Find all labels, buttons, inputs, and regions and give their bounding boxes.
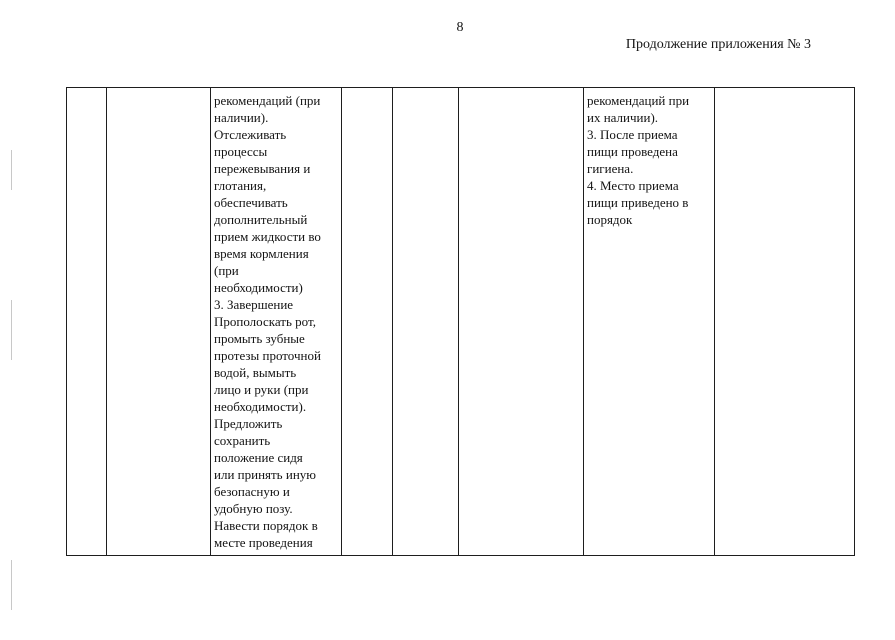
- text-line: сохранить: [214, 433, 271, 448]
- procedure-table: [66, 87, 855, 556]
- text-line: обеспечивать: [214, 195, 288, 210]
- text-line: прием жидкости во: [214, 229, 321, 244]
- page-number: 8: [456, 20, 464, 35]
- text-line: процессы: [214, 144, 268, 159]
- text-line: удобную позу.: [214, 501, 293, 516]
- text-line: гигиена.: [587, 161, 634, 176]
- scan-edge-mark: [11, 150, 12, 190]
- table-cell-periodicity: [393, 88, 459, 556]
- text-line: 4. Место приема: [587, 178, 679, 193]
- text-line: пищи проведена: [587, 144, 678, 159]
- table-cell-number: [67, 88, 107, 556]
- text-line: время кормления: [214, 246, 309, 261]
- text-line: 3. После приема: [587, 127, 678, 142]
- text-line: порядок: [587, 212, 633, 227]
- text-line: 3. Завершение: [214, 297, 294, 312]
- text-line: рекомендаций (при: [214, 93, 321, 108]
- text-line: Прополоскать рот,: [214, 314, 316, 329]
- text-line: Отслеживать: [214, 127, 287, 142]
- text-line: или принять иную: [214, 467, 316, 482]
- text-line: лицо и руки (при: [214, 382, 309, 397]
- text-line: их наличии).: [587, 110, 659, 125]
- text-line: необходимости): [214, 280, 303, 295]
- table-cell-service-name: [107, 88, 211, 556]
- text-line: пищи приведено в: [587, 195, 689, 210]
- table-cell-notes: [715, 88, 855, 556]
- table-cell-procedure: [211, 88, 342, 556]
- result-text: [587, 92, 711, 228]
- text-line: рекомендаций при: [587, 93, 690, 108]
- text-line: положение сидя: [214, 450, 303, 465]
- text-line: безопасную и: [214, 484, 290, 499]
- text-line: Предложить: [214, 416, 283, 431]
- text-line: глотания,: [214, 178, 267, 193]
- text-line: Навести порядок в: [214, 518, 318, 533]
- text-line: промыть зубные: [214, 331, 305, 346]
- procedure-text: [214, 92, 338, 551]
- table-row: [67, 88, 855, 556]
- appendix-continuation-label: Продолжение приложения № 3: [625, 37, 811, 52]
- scan-edge-mark: [11, 560, 12, 610]
- table-cell-empty: [459, 88, 584, 556]
- text-line: пережевывания и: [214, 161, 311, 176]
- text-line: (при: [214, 263, 239, 278]
- text-line: наличии).: [214, 110, 269, 125]
- text-line: необходимости).: [214, 399, 307, 414]
- text-line: месте проведения: [214, 535, 313, 550]
- text-line: дополнительный: [214, 212, 308, 227]
- table-cell-result: [584, 88, 715, 556]
- text-line: водой, вымыть: [214, 365, 297, 380]
- table-cell-unit: [342, 88, 393, 556]
- scan-edge-mark: [11, 300, 12, 360]
- text-line: протезы проточной: [214, 348, 321, 363]
